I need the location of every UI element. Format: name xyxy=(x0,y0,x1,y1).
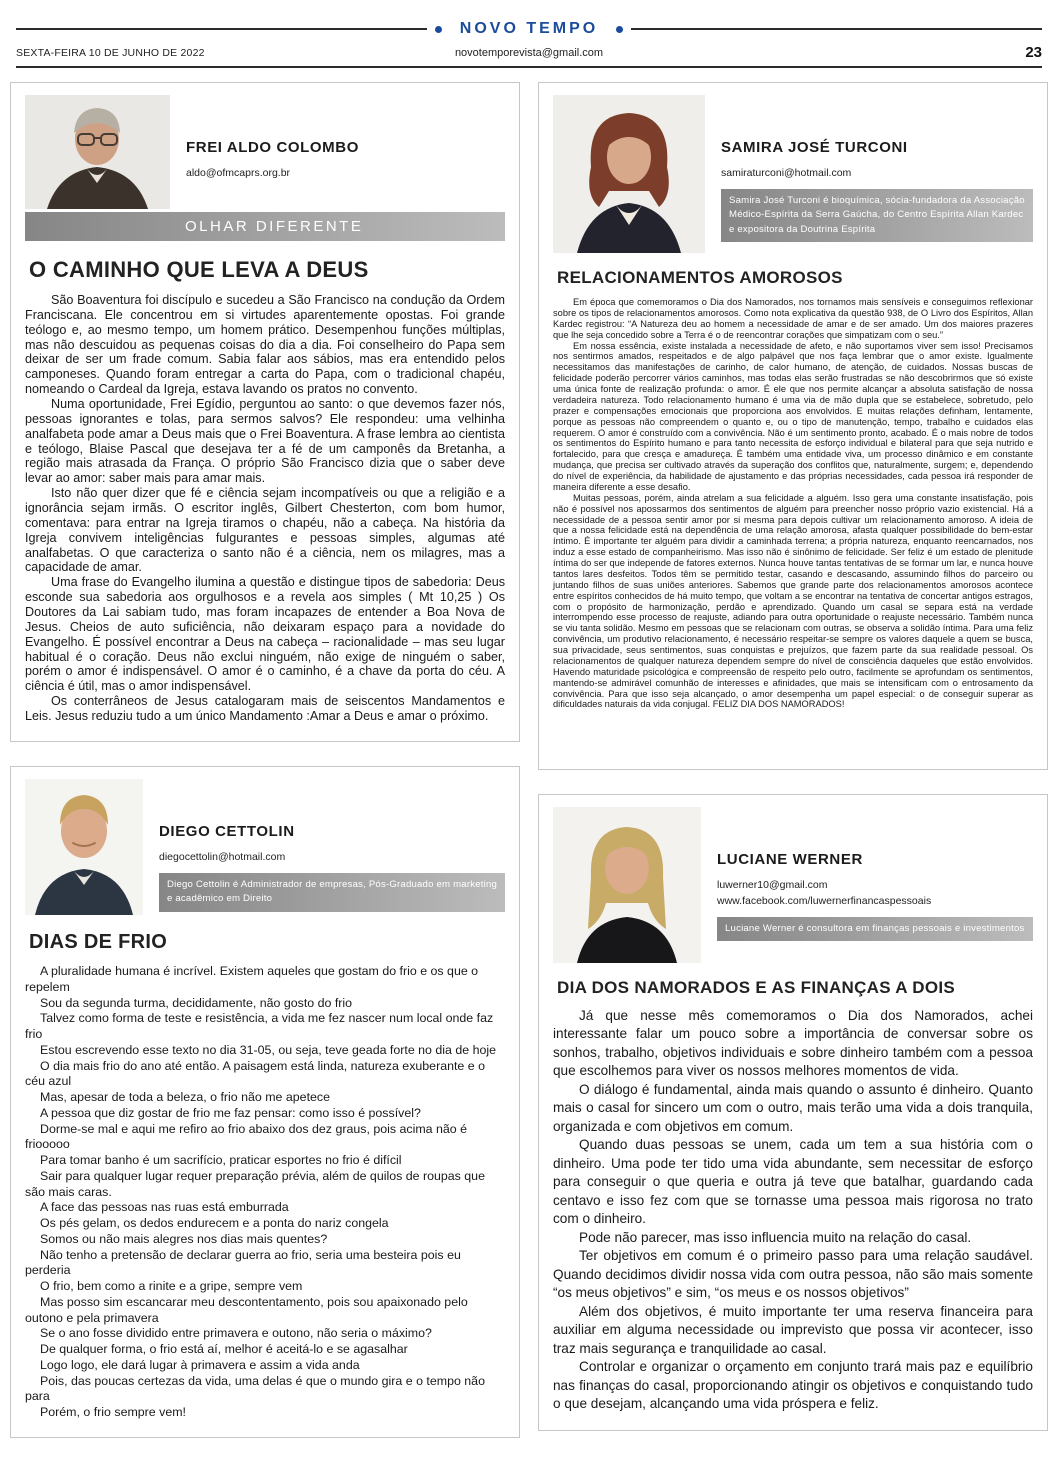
newspaper-page xyxy=(0,20,1058,1452)
paragraph: Ter objetivos em comum é o primeiro passo para uma relação saudável. Quando decidimos dividir nossa vida com outra pessoa, não são mais somente “os meus objetivos” e sim, “os meus e os nossos objetivos” xyxy=(553,1248,1033,1301)
paragraph: Muitas pessoas, porém, ainda atrelam a sua felicidade a alguém. Isso gera uma constante insatisfação, pois não é possível nos apossarmos dos sentimentos de alguém para preencher nosso próprio vazio existencial. Há a necessidade de a pessoa sentir amor por si mesma para depois cultivar um relacionamento amoroso. A ideia de que a nossa felicidade está na dependência de uma relação amorosa, afasta qualquer possibilidade do bem-estar íntimo. É importante ter alguém para dividir a caminhada terrena; a própria natureza, enquanto reencarnados, nos induz a esse estado de companheirismo. Mas isso não é sinônimo de felicidade. Ser feliz é um estado de plenitude íntima do ser que independe de fatores externos. Nunca houve tantas tentativas de se formar um lar, e nunca houve tantos lares desfeitos. Todos têm se permitido testar, casando e descasando, assumindo filhos do parceiro ou juntando filhos de suas uniões anteriores. Sabemos que grande parte dos relacionamentos amorosos acontece entre espíritos conhecidos de há muito tempo, que voltam a se encontrar na tentativa de concertar antigos estragos, com o propósito de harmonização, perdão e aprendizado. Quando um casal se separa está na verdade interrompendo esse processo de reajuste, adiando para outra oportunidade o reajuste necessário. Também nunca se viu tanta solidão. Mesmo em pessoas que se relacionam com outras, se observa a solidão íntima. Para uma feliz convivência, um produtivo relacionamento, é necessário respeitar-se sempre os valores daquele a quem se busca, sua privacidade, seus sentimentos, suas conquistas e prejuízos, que fazem parte da sua realidade pessoal. Os relacionamentos de qualquer natureza dependem sempre do nível de consciência daqueles que estão envolvidos. Havendo maturidade psicológica e compreensão de respeito pelo outro, facilmente se aprofundam os sentimentos, mantendo-se admirável comunhão de interesses e afinidades, que mais se intensificam com o entrosamento da convivência. Para que isso seja alcançado, o amor desempenha um papel especial: o de conseguir superar as dificuldades naturais da vida conjugal. FELIZ DIA DOS NAMORADOS! xyxy=(553,492,1033,710)
paragraph: Mas posso sim escancarar meu descontentamento, pois sou apaixonado pelo outono e pela primavera xyxy=(25,1294,468,1325)
paragraph: Além dos objetivos, é muito importante ter uma reserva financeira para auxiliar em alguma necessidade ou imprevisto que possa vir acontecer, isso traz mais segurança e tranquilidade ao casal. xyxy=(553,1303,1033,1356)
paragraph: A pluralidade humana é incrível. Existem aqueles que gostam do frio e os que o repelem xyxy=(25,964,479,994)
paragraph: Pois, das poucas certezas da vida, uma delas é que o mundo gira e o tempo não para xyxy=(25,1373,485,1404)
paragraph: Logo logo, ele dará lugar à primavera e assim a vida anda xyxy=(40,1357,360,1372)
paragraph: Se o ano fosse dividido entre primavera e outono, não seria o máximo? xyxy=(40,1326,432,1341)
author-email: luwerner10@gmail.com xyxy=(717,879,828,891)
article-header xyxy=(25,779,505,915)
paragraph: Não tenho a pretensão de declarar guerra ao frio, seria uma besteira pois eu perderia xyxy=(25,1247,461,1278)
left-column xyxy=(10,82,520,1438)
article-header xyxy=(553,807,1033,963)
main-content xyxy=(10,82,1048,1438)
subhead-row xyxy=(10,38,1048,66)
paragraph: Os pés gelam, os dedos endurecem e a ponta do nariz congela xyxy=(40,1216,389,1230)
paragraph: Sou da segunda turma, decididamente, não gosto do frio xyxy=(40,995,353,1010)
author-info xyxy=(717,807,1033,963)
paragraph: Pode não parecer, mas isso influencia muito na relação do casal. xyxy=(579,1229,972,1245)
publication-email: novotemporevista@gmail.com xyxy=(454,46,604,59)
author-name: FREI ALDO COLOMBO xyxy=(186,139,359,156)
headline: RELACIONAMENTOS AMOROSOS xyxy=(557,268,843,287)
paragraph: Em nossa essência, existe instalada a necessidade de afeto, e não suportamos viver sem isso! Precisamos nos sentirmos amados, respeitados e de algo palpável que nos faça lembrar que o amor existe. Igualmente necessitamos das manifestações de carinho, de calor humano, de atenção, de cuidados. Nossas buscas de felicidade poderão percorrer vários caminhos, mas todas elas serão frustradas se não descobrirmos que só existe uma única fonte de realização profunda: o amor. É ele que nos permite alcançar a absoluta satisfação de nossa verdadeira natureza. Todo relacionamento humano é uma via de mão dupla que se estabelece, sobretudo, pelo prazer e compensações emocionais que proporciona aos envolvidos. E muitas relações definham, lentamente, porque as pessoas não compreendem o quanto e, ou o tipo de manutenção, tempo, trabalho e cuidados elas requerem. O amor é construído com a convivência. Não é um sentimento pronto, acabado. É o mais nobre de todos os sentimentos do Espírito humano e para tanto necessita de esforço individual e bilateral para que seja nutrido e fortalecido, para que cresça e amadureça. É também uma entidade viva, um processo dinâmico e em constante mudança, que precisa ser cultivado através da superação dos conflitos que, naturalmente, surgem; e, dependendo do nível de experiência, da habilidade de ajustamento e das próprias necessidades, cada pessoa irá responder de maneira diferente a esse desafio. xyxy=(553,340,1033,492)
article-relacionamentos-amorosos xyxy=(538,82,1048,770)
section-banner: OLHAR DIFERENTE xyxy=(25,212,505,241)
author-email: aldo@ofmcaprs.org.br xyxy=(186,167,291,179)
author-photo-diego-cettolin xyxy=(25,779,143,915)
article-dias-de-frio xyxy=(10,766,520,1438)
paragraph: De qualquer forma, o frio está aí, melhor é aceitá-lo e se agasalhar xyxy=(40,1342,408,1356)
paragraph: Estou escrevendo esse texto no dia 31-05, ou seja, teve geada forte no dia de hoje xyxy=(40,1042,497,1057)
headline: O CAMINHO QUE LEVA A DEUS xyxy=(29,257,369,282)
paragraph: Sair para qualquer lugar requer preparação prévia, além de quilos de roupas que são mais caras. xyxy=(25,1168,485,1199)
author-photo-samira-jose-turconi xyxy=(553,95,705,253)
paragraph: A pessoa que diz gostar de frio me faz pensar: como isso é possível? xyxy=(40,1105,421,1120)
headline: DIAS DE FRIO xyxy=(29,931,168,953)
paragraph: O diálogo é fundamental, ainda mais quando o assunto é dinheiro. Quanto mais o casal for sincero um com o outro, mais terão uma vida a dois tranquila, organizada e com objetivos em comum. xyxy=(553,1081,1033,1134)
paragraph: Numa oportunidade, Frei Egídio, perguntou ao santo: o que devemos fazer nós, pessoas ignorantes e tolas, para sermos salvos? Ele respondeu: uma velhinha analfabeta pode amar a Deus mais que o Frei Boaventura. A frase lembra ao cientista e teólogo, Blaise Pascal que desejava ter a fé de um camponês da Bretanha, a região mais atrasada da França. O próprio São Francisco dizia que o saber deve levar ao amor: saber mais para amar mais. xyxy=(25,397,505,486)
paragraph: Isto não quer dizer que fé e ciência sejam incompatíveis ou que a religião e a ignorância sejam irmãs. O escritor inglês, Gilbert Chesterton, com bom humor, comentava: para entrar na Igreja tiramos o chapéu, não a cabeça. Na história da Igreja convivem inteligências fulgurantes e pessoas simples, algumas até analfabetas. O que caracteriza o santo não é a ciência, nem os milagres, mas a capacidade de amar. xyxy=(25,486,505,575)
article-o-caminho-que-leva-a-deus xyxy=(10,82,520,742)
paragraph: Para tomar banho é um sacrifício, praticar esportes no frio é difícil xyxy=(40,1153,402,1167)
author-bio-banner: Diego Cettolin é Administrador de empresas, Pós-Graduado em marketing e acadêmico em Direito xyxy=(159,873,505,912)
author-info xyxy=(721,95,1033,253)
header-rule-left xyxy=(16,28,427,30)
paragraph: Controlar e organizar o orçamento em conjunto trará mais paz e equilíbrio nas finanças do casal, proporcionando atingir os objetivos e conquistando tudo o que desejam, alcançando uma vida próspera e feliz. xyxy=(553,1359,1033,1412)
right-column xyxy=(538,82,1048,1438)
paragraph: Os conterrâneos de Jesus catalogaram mais de seiscentos Mandamentos e Leis. Jesus reduziu tudo a um único Mandamento :Amar a Deus e amar o próximo. xyxy=(25,694,505,724)
masthead-row xyxy=(10,20,1048,38)
author-bio-banner: Samira José Turconi é bioquímica, sócia-fundadora da Associação Médico-Espírita da Serra Gaúcha, do Centro Espírita Allan Kardec e expositora da Doutrina Espírita xyxy=(721,189,1033,242)
masthead-dot-right xyxy=(616,26,623,33)
paragraph: Somos ou não mais alegres nos dias mais quentes? xyxy=(40,1231,328,1246)
author-name: DIEGO CETTOLIN xyxy=(159,823,295,840)
author-email: diegocettolin@hotmail.com xyxy=(159,851,286,863)
paragraph: Porém, o frio sempre vem! xyxy=(40,1405,186,1419)
author-info xyxy=(186,95,505,209)
headline: DIA DOS NAMORADOS E AS FINANÇAS A DOIS xyxy=(557,978,956,997)
paragraph: A face das pessoas nas ruas está emburrada xyxy=(40,1200,289,1215)
article-body xyxy=(553,297,1033,710)
paragraph: Uma frase do Evangelho ilumina a questão e distingue tipos de sabedoria: Deus esconde sua sabedoria aos orgulhosos e a revela aos simples ( Mt 10,25 ) Os Doutores da Lai sabiam tudo, mas foram incapazes de entender a Boa Nova de Jesus. Cheios de auto suficiência, não deixaram espaço para a novidade do Evangelho. É possível encontrar a Deus na cabeça – racionalidade – mas seu lugar habitual é o coração. Deus não exclui ninguém, não exige de ninguém o saber, porém o amor é indispensável. O amor é o caminho, é a chave da porta do céu. A ciência é útil, mas o amor indispensável. xyxy=(25,575,505,694)
author-name: SAMIRA JOSÉ TURCONI xyxy=(721,139,908,156)
article-dia-dos-namorados-e-as-financas-a-dois xyxy=(538,794,1048,1431)
paragraph: Já que nesse mês comemoramos o Dia dos Namorados, achei interessante falar um pouco sobre a importância de conversar sobre os sonhos, trabalho, objetivos individuais e sobre dinheiro também com a pessoa que escolhemos para viver os nossos melhores momentos de vida. xyxy=(553,1008,1033,1079)
paragraph: Em época que comemoramos o Dia dos Namorados, nos tornamos mais sensíveis e conseguimos reflexionar sobre os tipos de relacionamentos amorosos. Como nota explicativa da questão 938, de O Livro dos Espíritos, Allan Kardec registrou: “A Natureza deu ao homem a necessidade de amar e de ser amado. Um dos maiores prazeres que lhe seja concedido sobre a Terra é o de reencontrar corações que simpatizam com o seu.” xyxy=(553,297,1033,340)
paragraph: Quando duas pessoas se unem, cada um tem a sua história com o dinheiro. Uma pode ter tido uma vida abundante, sem necessitar de esforço para conseguir o que queria e outra já teve que batalhar, guardando cada centavo e isso fez com que se tornasse uma pessoa mais rigorosa no trato com o dinheiro. xyxy=(553,1137,1033,1227)
paragraph: Dorme-se mal e aqui me refiro ao frio abaixo dos dez graus, pois acima não é friooooo xyxy=(25,1121,467,1152)
page-number: 23 xyxy=(1025,44,1042,61)
paragraph: O dia mais frio do ano até então. A paisagem está linda, natureza exuberante e o céu azul xyxy=(25,1058,485,1089)
header-rule-right xyxy=(631,28,1042,30)
article-header xyxy=(25,95,505,209)
paragraph: O frio, bem como a rinite e a gripe, sempre vem xyxy=(40,1279,303,1293)
article-body xyxy=(25,293,505,724)
author-photo-luciane-werner xyxy=(553,807,701,963)
article-header xyxy=(553,95,1033,253)
author-facebook: www.facebook.com/luwernerfinancaspessoais xyxy=(717,895,932,907)
author-info xyxy=(159,779,505,915)
masthead: NOVO TEMPO xyxy=(459,20,599,37)
header-bottom-rule xyxy=(16,66,1042,68)
author-bio-banner: Luciane Werner é consultora em finanças pessoais e investimentos xyxy=(717,917,1033,941)
paragraph: Talvez como forma de teste e resistência, a vida me fez nascer num local onde faz frio xyxy=(25,1011,494,1041)
publication-date: SEXTA-FEIRA 10 DE JUNHO DE 2022 xyxy=(16,46,205,59)
paragraph: São Boaventura foi discípulo e sucedeu a São Francisco na condução da Ordem Franciscana. Ele concentrou em si virtudes aparentemente opostas. Foi grande teólogo e, ao mesmo tempo, um homem prático. Desempenhou funções múltiplas, mas não descuidou as pequenas coisas do dia a dia. Foi conselheiro do Papa sem deixar de ser um frade comum. Sabia falar aos sábios, mas era entendido pelos camponeses. Quando foram entregar a carta do Papa, com o tradicional chapéu, nomeando o Cardeal da Igreja, estava lavando os pratos no convento. xyxy=(25,293,505,397)
author-photo-frei-aldo-colombo xyxy=(25,95,170,209)
paragraph: Mas, apesar de toda a beleza, o frio não me apetece xyxy=(40,1090,330,1104)
author-email: samiraturconi@hotmail.com xyxy=(721,167,852,179)
author-name: LUCIANE WERNER xyxy=(717,851,863,868)
article-body xyxy=(553,1007,1033,1414)
masthead-dot-left xyxy=(435,26,442,33)
page-header xyxy=(10,20,1048,68)
article-body xyxy=(25,964,505,1421)
